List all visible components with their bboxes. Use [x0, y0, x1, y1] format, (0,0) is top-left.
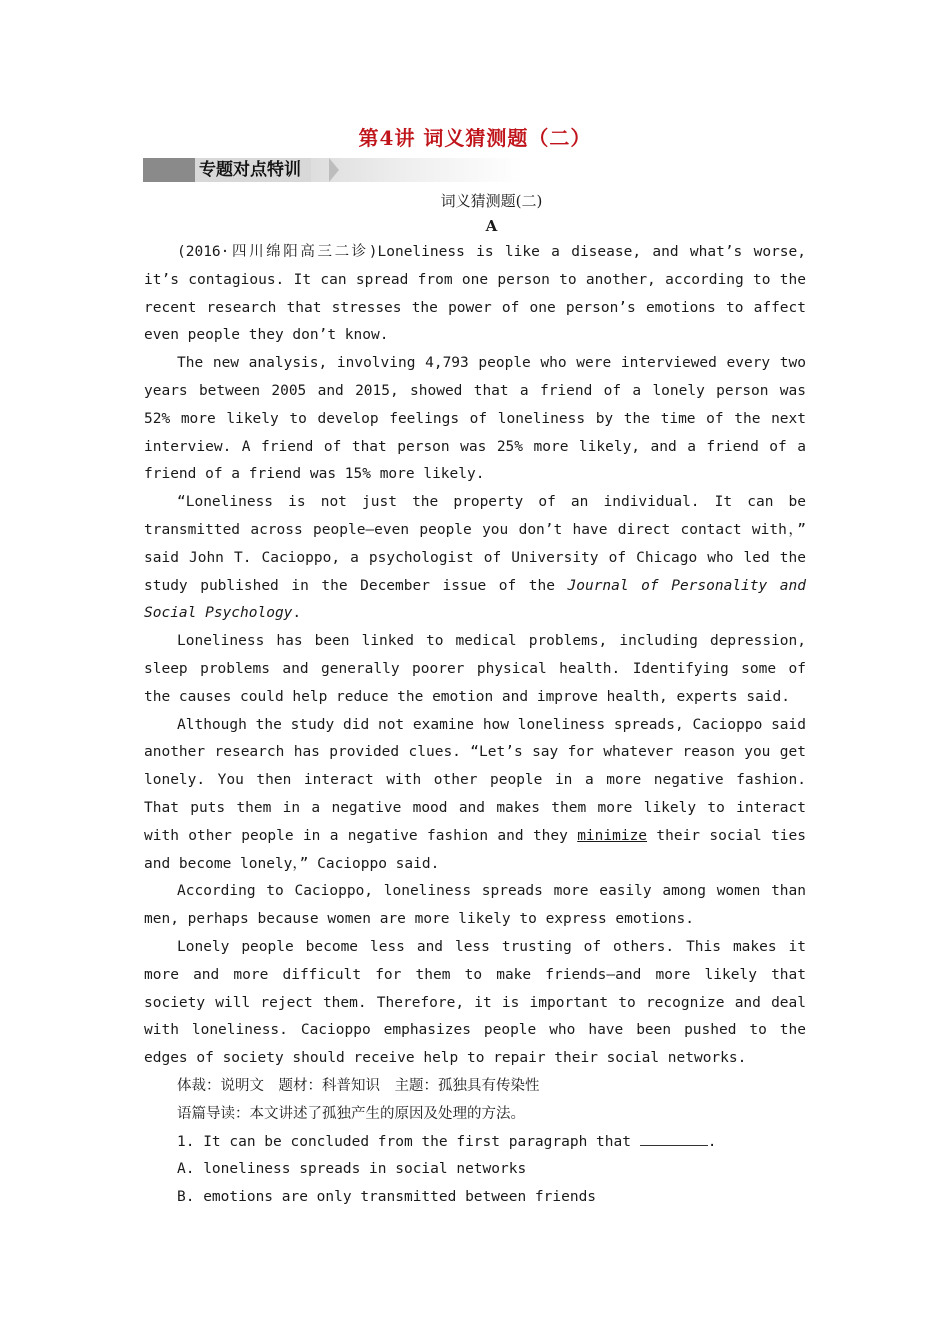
genre-note: 体裁：说明文 题材：科普知识 主题：孤独具有传染性 [177, 1077, 540, 1094]
guide-note: 语篇导读：本文讲述了孤独产生的原因及处理的方法。 [177, 1105, 525, 1122]
question-text: 1. It can be concluded from the first paragraph that [177, 1133, 640, 1150]
paragraph-3-end: . [292, 605, 302, 622]
paragraph-5 [144, 712, 806, 879]
paragraph-1: (2016·四川绵阳高三二诊)Loneliness is like a disease, and what’s worse, it’s contagious. It can spread from one person to another, according to the recent research that stresses the power of one person’s emotions to affect even people they don’t know. [144, 244, 806, 344]
banner-chevron-icon [329, 158, 339, 182]
journal-title: Journal of Personality and Social Psychology [144, 577, 806, 622]
section-banner [143, 158, 523, 182]
option-b: B. emotions are only transmitted between friends [177, 1189, 597, 1206]
paragraph-3-text: “Loneliness is not just the property of an individual. It can be transmitted across people—even people you don’t have direct contact with，” said John T. Cacioppo, a psychologist of University of Chicago who led the study published in the December issue of the [144, 494, 806, 594]
option-a: A. loneliness spreads in social networks [177, 1161, 527, 1178]
question-end: . [707, 1133, 717, 1150]
paragraph-5-text: Although the study did not examine how loneliness spreads, Cacioppo said another research has provided clues. “Let’s say for whatever reason you get lonely. You then interact with other people in a more negative fashion. That puts them in a negative mood and makes them more likely to interact with other people in a negative fashion and they [144, 716, 806, 844]
paragraph-5-end: their social ties and become lonely，” Cacioppo said. [144, 827, 806, 872]
question-stem [144, 1129, 806, 1157]
banner-label: 专题对点特训 [195, 158, 311, 182]
paragraph-4: Loneliness has been linked to medical problems, including depression, sleep problems and generally poorer physical health. Identifying some of the causes could help reduce the emotion and improve health, experts said. [144, 633, 806, 705]
paragraph-3 [144, 489, 806, 628]
paragraph-2: The new analysis, involving 4,793 people who were interviewed every two years between 2005 and 2015, showed that a friend of a lonely person was 52% more likely to develop feelings of loneliness by the time of the next interview. A friend of that person was 25% more likely, and a friend of a friend of a friend was 15% more likely. [144, 355, 806, 483]
paragraph-6: According to Cacioppo, loneliness spreads more easily among women than men, perhaps because women are more likely to express emotions. [144, 883, 806, 928]
passage-body [144, 239, 806, 1212]
exercise-subtitle: 词义猜测题(二) [440, 192, 543, 210]
lesson-title: 第4讲 词义猜测题（二） [358, 126, 592, 150]
answer-blank [640, 1133, 708, 1146]
target-word: minimize [577, 827, 648, 844]
paragraph-7: Lonely people become less and less trusting of others. This makes it more and more difficult for them to make friends—and more likely that society will reject them. Therefore, it is important to recognize and deal with loneliness. Cacioppo emphasizes people who have been pushed to the edges of society should receive help to repair their social networks. [144, 938, 806, 1067]
passage-label: A [485, 217, 498, 235]
